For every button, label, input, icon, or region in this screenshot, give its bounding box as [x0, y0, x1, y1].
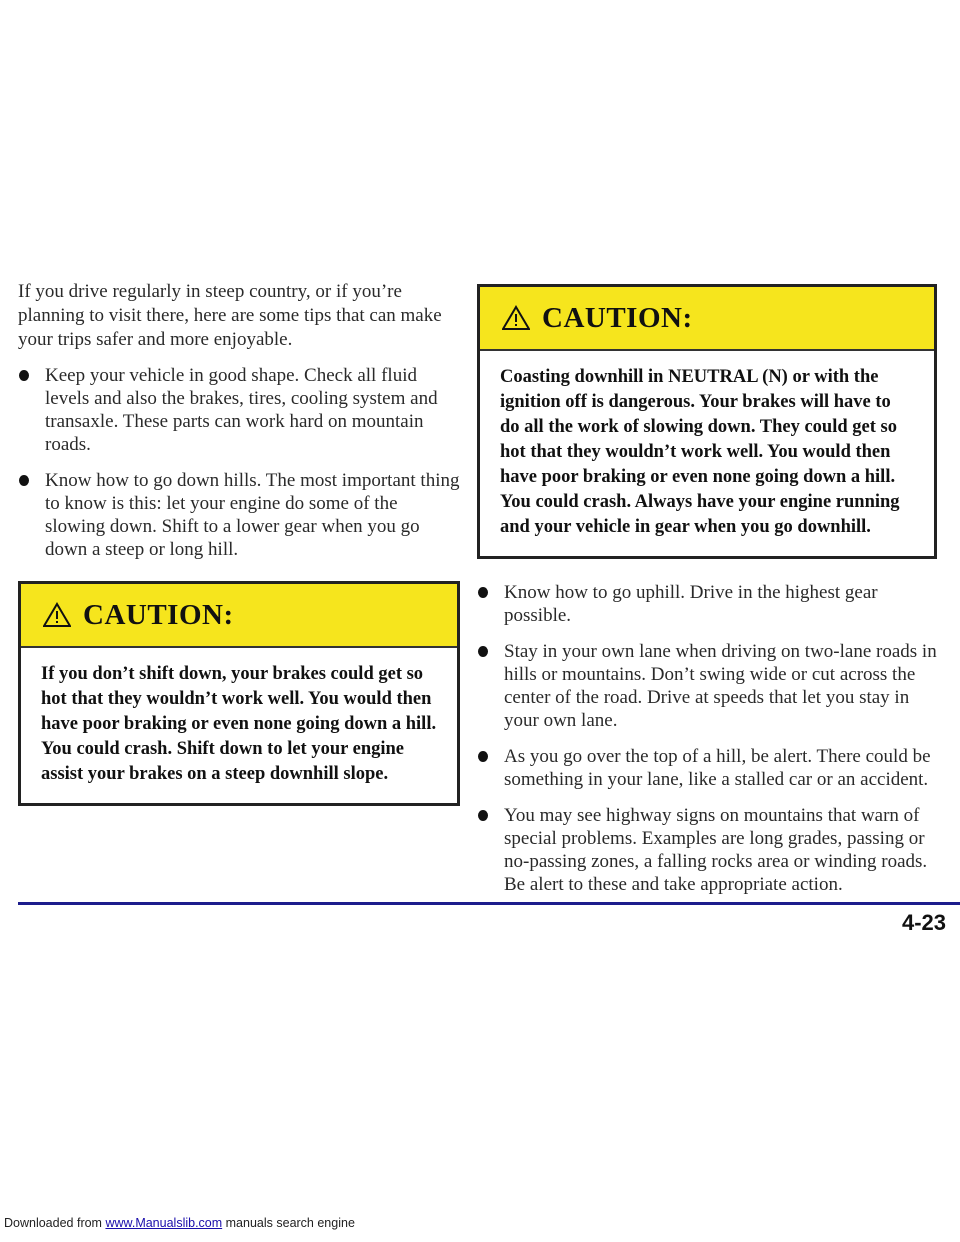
tip-text: Know how to go down hills. The most important thing to know is this: let your engine do some of the slowing down. Shift to a lower gear when you go down a steep or long hill.: [45, 470, 460, 560]
list-item: [477, 745, 937, 791]
bullet-icon: [478, 646, 488, 657]
bullet-icon: [19, 475, 29, 486]
footer-rule: [18, 902, 960, 905]
caution-label: CAUTION:: [542, 301, 693, 334]
right-column: [477, 284, 937, 909]
bullet-icon: [478, 587, 488, 598]
tip-text: You may see highway signs on mountains that warn of special problems. Examples are long grades, passing or no-passing zones, a falling rocks area or winding roads. Be alert to these and take appropriate action.: [504, 805, 928, 895]
caution-box-coasting: [477, 284, 937, 559]
caution-text: Coasting downhill in NEUTRAL (N) or with the ignition off is dangerous. Your brakes will have to do all the work of slowing down. They could get so hot that they wouldn’t work well. You would then have poor braking or even none going down a hill. You could crash. Always have your engine running and your vehicle in gear when you go downhill.: [500, 367, 900, 537]
warning-triangle-icon: [43, 602, 71, 628]
download-prefix: Downloaded from: [4, 1216, 106, 1230]
tip-text: Stay in your own lane when driving on two-lane roads in hills or mountains. Don’t swing wide or cut across the center of the road. Drive at speeds that let you stay in your own lane.: [504, 641, 937, 731]
warning-triangle-icon: [502, 305, 530, 331]
right-tips-list: [477, 581, 937, 896]
caution-header: [21, 584, 457, 648]
download-suffix: manuals search engine: [222, 1216, 355, 1230]
left-column: [18, 280, 460, 806]
list-item: [18, 469, 460, 561]
list-item: [18, 364, 460, 456]
caution-header: [480, 287, 934, 351]
tip-text: Keep your vehicle in good shape. Check all fluid levels and also the brakes, tires, cooling system and transaxle. These parts can work hard on mountain roads.: [45, 365, 438, 455]
bullet-icon: [19, 370, 29, 381]
list-item: [477, 640, 937, 732]
tip-text: As you go over the top of a hill, be alert. There could be something in your lane, like a stalled car or an accident.: [504, 746, 931, 790]
download-banner: [4, 1216, 355, 1230]
caution-box-shift-down: [18, 581, 460, 806]
page-number: 4-23: [901, 910, 946, 935]
list-item: [477, 581, 937, 627]
manualslib-link[interactable]: www.Manualslib.com: [105, 1216, 223, 1230]
caution-text: If you don’t shift down, your brakes could get so hot that they wouldn’t work well. You would then have poor braking or even none going down a hill. You could crash. Shift down to let your engine assist your brakes on a steep downhill slope.: [41, 664, 437, 784]
list-item: [477, 804, 937, 896]
left-tips-list: [18, 364, 460, 561]
caution-label: CAUTION:: [83, 598, 234, 631]
bullet-icon: [478, 810, 488, 821]
tip-text: Know how to go uphill. Drive in the highest gear possible.: [504, 582, 878, 626]
intro-paragraph: If you drive regularly in steep country, or if you’re planning to visit there, here are some tips that can make your trips safer and more enjoyable.: [18, 281, 442, 350]
bullet-icon: [478, 751, 488, 762]
